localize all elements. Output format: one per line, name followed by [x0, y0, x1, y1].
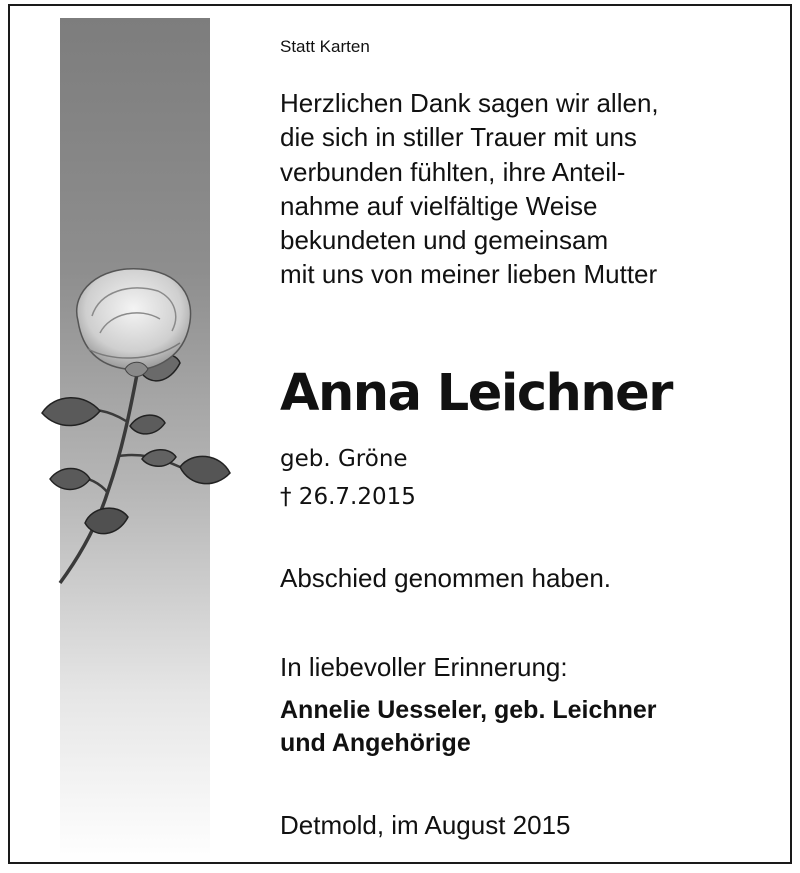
signatories [280, 694, 657, 760]
rose-icon [30, 261, 240, 591]
obituary-notice [8, 4, 792, 864]
signatory-line: Annelie Uesseler, geb. Leichner [280, 696, 657, 724]
intro-line: nahme auf vielfältige Weise [280, 190, 598, 221]
signatory-line: und Angehörige [280, 729, 471, 757]
intro-line: die sich in stiller Trauer mit uns [280, 122, 637, 153]
deceased-name: Anna Leichner [280, 364, 672, 423]
birth-name: geb. Gröne [280, 446, 408, 472]
intro-line: bekundeten und gemeinsam [280, 225, 609, 256]
statt-karten-label: Statt Karten [280, 37, 370, 56]
intro-paragraph [280, 86, 659, 292]
farewell-text: Abschied genommen haben. [280, 563, 612, 593]
death-date: † 26.7.2015 [280, 484, 416, 510]
memory-label: In liebevoller Erinnerung: [280, 652, 568, 682]
place-date: Detmold, im August 2015 [280, 810, 571, 840]
intro-line: mit uns von meiner lieben Mutter [280, 259, 658, 290]
intro-line: Herzlichen Dank sagen wir allen, [280, 88, 659, 118]
intro-line: verbunden fühlten, ihre Anteil- [280, 156, 626, 187]
